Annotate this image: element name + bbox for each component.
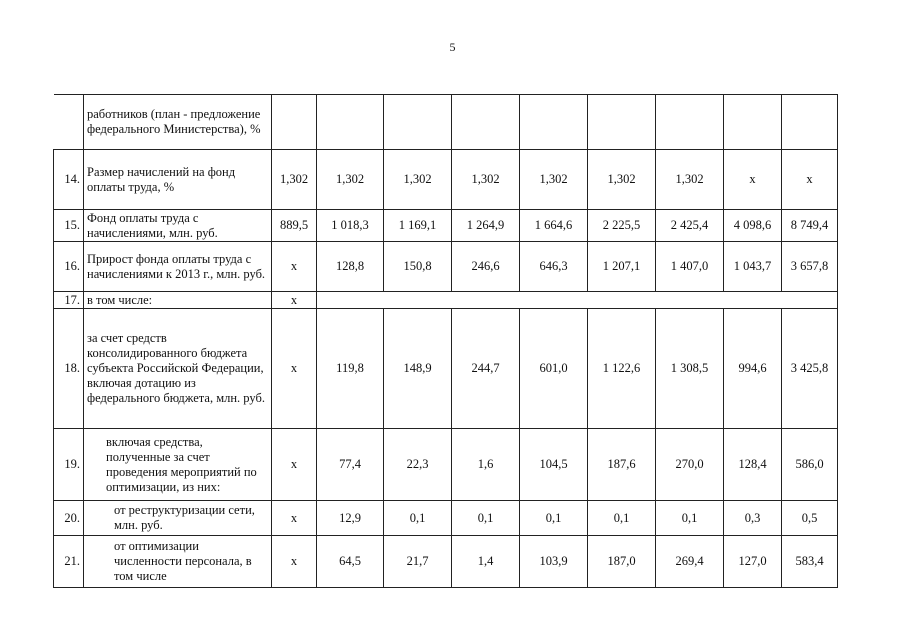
table-cell: 1 122,6 (588, 309, 656, 429)
table-cell: 1,302 (384, 150, 452, 210)
row-number (54, 95, 84, 150)
table-cell: 1 407,0 (656, 242, 724, 292)
table-cell: 1 043,7 (724, 242, 782, 292)
table-cell: 1,302 (317, 150, 384, 210)
table-cell: 64,5 (317, 536, 384, 588)
row-number: 21. (54, 536, 84, 588)
table-cell: 1,4 (452, 536, 520, 588)
table-cell: 2 425,4 (656, 210, 724, 242)
table-cell: x (782, 150, 838, 210)
table-cell: 0,1 (520, 501, 588, 536)
table-row (54, 150, 838, 210)
page-number: 5 (449, 40, 456, 54)
table-cell: 22,3 (384, 429, 452, 501)
table-cell: 104,5 (520, 429, 588, 501)
table-cell: 1,302 (656, 150, 724, 210)
table-cell: 1,302 (588, 150, 656, 210)
table-cell: 187,0 (588, 536, 656, 588)
table-cell: 103,9 (520, 536, 588, 588)
table-cell: 0,1 (588, 501, 656, 536)
row-number: 20. (54, 501, 84, 536)
table-cell: 1,302 (520, 150, 588, 210)
table-cell: 994,6 (724, 309, 782, 429)
table-cell: 583,4 (782, 536, 838, 588)
table-cell: 0,1 (452, 501, 520, 536)
merged-empty-cell (317, 292, 838, 309)
row-number: 17. (54, 292, 84, 309)
table-row (54, 242, 838, 292)
table-cell: 128,8 (317, 242, 384, 292)
table-cell: x (272, 501, 317, 536)
table-cell: 0,3 (724, 501, 782, 536)
table-cell: x (272, 309, 317, 429)
row-label: Размер начислений на фонд оплаты труда, % (84, 150, 272, 210)
table-cell: 127,0 (724, 536, 782, 588)
table-cell: 1 169,1 (384, 210, 452, 242)
table-cell (588, 95, 656, 150)
table-cell: 2 225,5 (588, 210, 656, 242)
table-cell (656, 95, 724, 150)
table-cell: x (272, 292, 317, 309)
table-row (54, 536, 838, 588)
table-cell: x (272, 242, 317, 292)
table-cell (520, 95, 588, 150)
table-cell (272, 95, 317, 150)
table-cell: 1 264,9 (452, 210, 520, 242)
table-cell (452, 95, 520, 150)
table-cell: 119,8 (317, 309, 384, 429)
table-cell: 150,8 (384, 242, 452, 292)
table-cell: 8 749,4 (782, 210, 838, 242)
table-cell: x (272, 429, 317, 501)
table-cell: 3 425,8 (782, 309, 838, 429)
table-cell (384, 95, 452, 150)
table-cell: 244,7 (452, 309, 520, 429)
table-cell: 0,1 (656, 501, 724, 536)
table-row (54, 501, 838, 536)
row-label: за счет средств консолидированного бюджета субъекта Российской Федерации, включая дотацию из федерального бюджета, млн. руб. (84, 309, 272, 429)
table-row (54, 429, 838, 501)
row-number: 18. (54, 309, 84, 429)
table-cell: 1 308,5 (656, 309, 724, 429)
row-label: от оптимизации численности персонала, в том числе (84, 536, 272, 588)
table-cell: 646,3 (520, 242, 588, 292)
row-label: работников (план - предложение федерального Министерства), % (84, 95, 272, 150)
row-number: 19. (54, 429, 84, 501)
table-cell: 1 207,1 (588, 242, 656, 292)
table-cell: x (724, 150, 782, 210)
table-cell: 586,0 (782, 429, 838, 501)
table-cell: 1 018,3 (317, 210, 384, 242)
table-cell: 889,5 (272, 210, 317, 242)
table-cell: 0,1 (384, 501, 452, 536)
row-label: в том числе: (84, 292, 272, 309)
table-row (54, 210, 838, 242)
table-row (54, 309, 838, 429)
table-cell: 12,9 (317, 501, 384, 536)
row-label: включая средства, полученные за счет проведения мероприятий по оптимизации, из них: (84, 429, 272, 501)
table-cell: 601,0 (520, 309, 588, 429)
table-cell: 128,4 (724, 429, 782, 501)
row-number: 16. (54, 242, 84, 292)
table-cell (782, 95, 838, 150)
table-cell: 21,7 (384, 536, 452, 588)
table-cell: 1,302 (452, 150, 520, 210)
table-cell (317, 95, 384, 150)
table-cell: 1,302 (272, 150, 317, 210)
table-cell (724, 95, 782, 150)
table-row (54, 292, 838, 309)
table-cell: 187,6 (588, 429, 656, 501)
table-cell: 77,4 (317, 429, 384, 501)
table-cell: 246,6 (452, 242, 520, 292)
table-cell: 0,5 (782, 501, 838, 536)
row-number: 14. (54, 150, 84, 210)
row-label: от реструктуризации сети, млн. руб. (84, 501, 272, 536)
table-cell: 148,9 (384, 309, 452, 429)
table-cell: 1 664,6 (520, 210, 588, 242)
row-label: Фонд оплаты труда с начислениями, млн. руб. (84, 210, 272, 242)
table-cell: 4 098,6 (724, 210, 782, 242)
row-number: 15. (54, 210, 84, 242)
table-cell: 3 657,8 (782, 242, 838, 292)
table-cell: 1,6 (452, 429, 520, 501)
table-cell: 270,0 (656, 429, 724, 501)
row-label: Прирост фонда оплаты труда с начислениями к 2013 г., млн. руб. (84, 242, 272, 292)
table-cell: 269,4 (656, 536, 724, 588)
table-row (54, 95, 838, 150)
data-table (53, 94, 838, 588)
table-cell: x (272, 536, 317, 588)
